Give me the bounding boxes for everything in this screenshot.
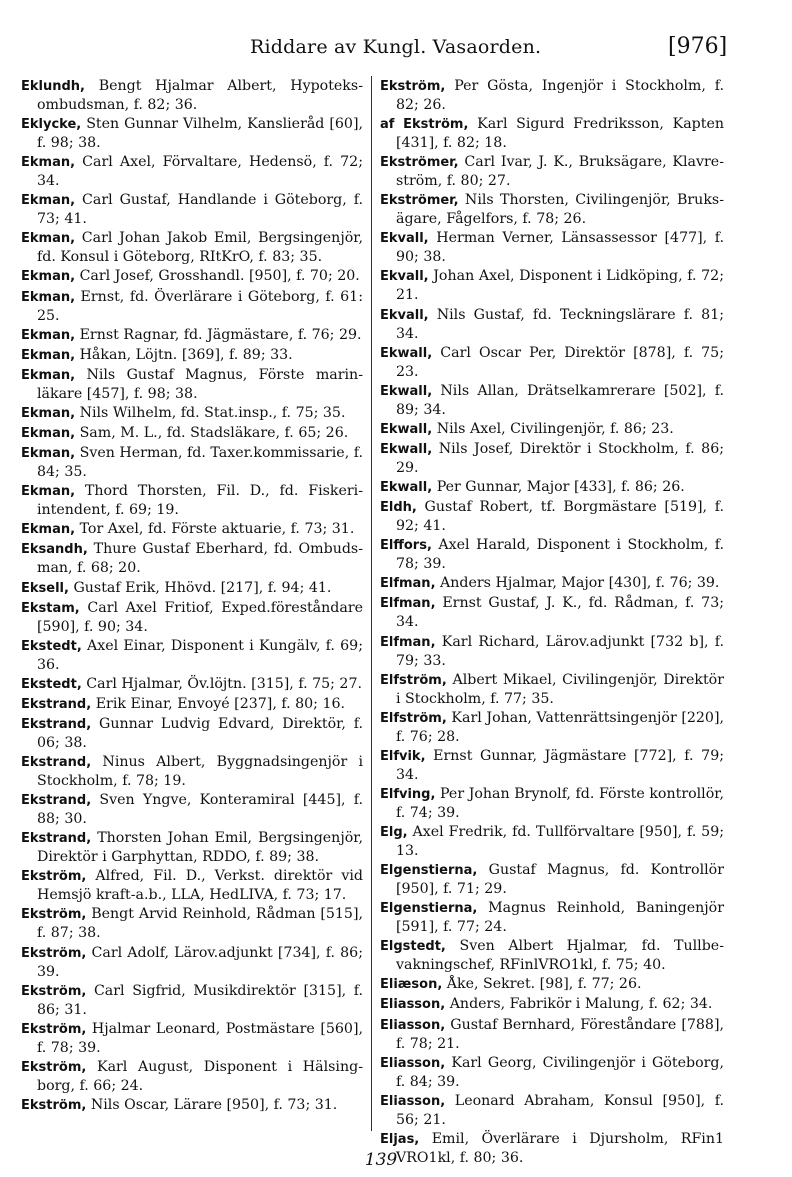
register-entry	[21, 520, 363, 539]
page-number: 139	[364, 1150, 398, 1170]
register-entry	[380, 594, 724, 631]
entry-surname: Eliasson,	[380, 1017, 446, 1033]
entry-details: Herman Verner, Länsassessor [477], f. 90; 38.	[396, 230, 724, 266]
bracket-page-number: [976]	[668, 34, 728, 59]
register-entry	[21, 829, 363, 866]
register-entry	[380, 382, 724, 419]
entry-surname: Eldh,	[380, 500, 417, 516]
register-entry	[21, 695, 363, 714]
entry-details: Gustaf Magnus, fd. Kontrollör [950], f. 71; 29.	[396, 862, 724, 898]
register-entry	[21, 579, 363, 598]
register-entry	[21, 1096, 363, 1115]
entry-surname: Eliasson,	[380, 1093, 446, 1109]
entry-surname: af Ekström,	[380, 117, 469, 133]
entry-surname: Elfman,	[380, 634, 436, 650]
register-entry	[380, 937, 724, 974]
entry-surname: Ekströmer,	[380, 155, 459, 171]
entry-details: Carl Axel Fritiof, Exped.föreståndare [590], f. 90; 34.	[37, 599, 363, 635]
register-entry	[21, 115, 363, 152]
entry-details: Håkan, Löjtn. [369], f. 89; 33.	[79, 346, 293, 363]
entry-details: Carl Josef, Grosshandl. [950], f. 70; 20.	[79, 268, 360, 285]
register-entry	[21, 191, 363, 228]
register-entry	[21, 944, 363, 981]
register-entry	[380, 671, 724, 708]
entry-surname: Ekvall,	[380, 269, 429, 285]
entry-details: Carl Axel, Förvaltare, Hedensö, f. 72; 34.	[37, 154, 363, 190]
register-entry	[380, 153, 724, 190]
entry-surname: Ekstrand,	[21, 755, 92, 771]
entry-details: Gunnar Ludvig Edvard, Direktör, f. 06; 38.	[37, 715, 363, 751]
entry-surname: Ekman,	[21, 426, 76, 442]
register-entry	[380, 1016, 724, 1053]
register-entry	[380, 77, 724, 114]
entry-surname: Ekwall,	[380, 383, 433, 399]
entry-details: Carl Hjalmar, Öv.löjtn. [315], f. 75; 27.	[86, 675, 362, 692]
entry-surname: Ekman,	[21, 484, 76, 500]
entry-surname: Ekstam,	[21, 600, 80, 616]
register-entry	[380, 1092, 724, 1129]
entry-surname: Eliasson,	[380, 1055, 446, 1071]
register-entry	[21, 599, 363, 636]
entry-surname: Ekman,	[21, 269, 76, 285]
register-entry	[21, 637, 363, 674]
entry-surname: Elfström,	[380, 672, 447, 688]
entry-details: Gustaf Erik, Hhövd. [217], f. 94; 41.	[73, 579, 332, 596]
entry-surname: Ekman,	[21, 231, 76, 247]
entry-surname: Ekströmer,	[380, 193, 459, 209]
register-entry	[380, 420, 724, 439]
register-entry	[380, 574, 724, 593]
entry-surname: Ekstedt,	[21, 638, 82, 654]
register-entry	[380, 229, 724, 266]
entry-details: Carl Adolf, Lärov.adjunkt [734], f. 86; 39.	[37, 944, 363, 980]
entry-details: Axel Fredrik, fd. Tullförvaltare [950], f. 59; 13.	[396, 823, 724, 859]
entry-details: Sven Yngve, Konteramiral [445], f. 88; 30.	[37, 792, 363, 828]
entry-details: Thorsten Johan Emil, Bergsingenjör, Direktör i Garphyttan, RDDO, f. 89; 38.	[37, 830, 363, 866]
register-entry	[380, 191, 724, 228]
entry-details: Thure Gustaf Eberhard, fd. Ombudsman, f. 68; 20.	[37, 541, 364, 577]
entry-details: Gustaf Robert, tf. Borgmästare [519], f. 92; 41.	[396, 499, 725, 535]
register-entry	[21, 444, 363, 481]
page-header	[0, 36, 792, 66]
register-entry	[380, 1054, 724, 1091]
entry-surname: Elfström,	[380, 710, 447, 726]
entry-details: Karl August, Disponent i Hälsingborg, f. 66; 24.	[37, 1058, 363, 1094]
entry-details: Nils Gustaf Magnus, Förste marinläkare [457], f. 98; 38.	[37, 366, 363, 402]
register-entry	[21, 867, 363, 904]
entry-surname: Ekström,	[21, 907, 87, 923]
entry-surname: Elg,	[380, 824, 408, 840]
entry-surname: Ekström,	[21, 983, 87, 999]
entry-details: Karl Georg, Civilingenjör i Göteborg, f. 84; 39.	[396, 1054, 724, 1090]
entry-details: Per Johan Brynolf, fd. Förste kontrollör, f. 74; 39.	[396, 785, 724, 821]
entry-details: Axel Einar, Disponent i Kungälv, f. 69; 36.	[37, 637, 363, 673]
entry-details: Carl Oscar Per, Direktör [878], f. 75; 23.	[396, 344, 724, 380]
entry-details: Alfred, Fil. D., Verkst. direktör vid Hemsjö kraft-a.b., LLA, HedLIVA, f. 73; 17.	[37, 868, 364, 904]
register-entry	[380, 267, 724, 304]
entry-details: Sam, M. L., fd. Stadsläkare, f. 65; 26.	[79, 425, 349, 442]
entry-details: Carl Johan Jakob Emil, Bergsingenjör, fd. Konsul i Göteborg, RItKrO, f. 83; 35.	[37, 230, 363, 266]
register-entry	[380, 344, 724, 381]
entry-details: Leonard Abraham, Konsul [950], f. 56; 21.	[396, 1092, 724, 1128]
register-entry	[380, 785, 724, 822]
entry-details: Carl Ivar, J. K., Bruksägare, Klavreström, f. 80; 27.	[396, 154, 725, 190]
entry-details: Sten Gunnar Vilhelm, Kanslieråd [60], f. 98; 38.	[37, 116, 363, 152]
entry-details: Carl Gustaf, Handlande i Göteborg, f. 73; 41.	[37, 192, 363, 228]
register-entry	[380, 536, 724, 573]
entry-surname: Eksandh,	[21, 542, 88, 558]
running-title: Riddare av Kungl. Vasaorden.	[250, 36, 542, 58]
entry-surname: Eliasson,	[380, 997, 446, 1013]
entry-surname: Elfvik,	[380, 748, 426, 764]
entry-details: Sven Albert Hjalmar, fd. Tullbevakningschef, RFinlVRO1kl, f. 75; 40.	[396, 938, 724, 974]
left-column	[21, 77, 363, 1116]
entry-details: Per Gösta, Ingenjör i Stockholm, f. 82; 26.	[396, 78, 724, 113]
entry-surname: Elfman,	[380, 596, 436, 612]
entry-surname: Ekwall,	[380, 480, 433, 496]
entry-details: Axel Harald, Disponent i Stockholm, f. 78; 39.	[396, 537, 724, 573]
entry-surname: Ekvall,	[380, 307, 429, 323]
entry-details: Karl Richard, Lärov.adjunkt [732 b], f. 79; 33.	[396, 633, 724, 669]
entry-surname: Elffors,	[380, 538, 432, 554]
entry-surname: Ekstrand,	[21, 716, 92, 732]
entry-surname: Eklycke,	[21, 117, 82, 133]
entry-details: Nils Wilhelm, fd. Stat.insp., f. 75; 35.	[79, 404, 346, 421]
entry-surname: Eliæson,	[380, 977, 443, 993]
entry-surname: Ekström,	[21, 1021, 87, 1037]
entry-surname: Ekman,	[21, 193, 76, 209]
entry-details: Ernst, fd. Överlärare i Göteborg, f. 61: 25.	[37, 288, 363, 324]
entry-surname: Ekvall,	[380, 231, 429, 247]
register-entry	[21, 288, 363, 325]
entry-details: Ernst Ragnar, fd. Jägmästare, f. 76; 29.	[79, 326, 362, 343]
entry-surname: Ekström,	[380, 79, 446, 94]
register-entry	[380, 995, 724, 1014]
register-entry	[21, 424, 363, 443]
register-entry	[21, 77, 363, 114]
entry-details: Sven Herman, fd. Taxer.kommissarie, f. 84; 35.	[37, 445, 363, 481]
register-entry	[21, 1020, 363, 1057]
entry-details: Ernst Gustaf, J. K., fd. Rådman, f. 73; 34.	[396, 595, 724, 631]
register-entry	[21, 1058, 363, 1095]
entry-surname: Ekstedt,	[21, 676, 82, 692]
entry-surname: Ekman,	[21, 367, 76, 383]
register-entry	[21, 753, 363, 790]
right-column	[380, 77, 724, 1168]
register-entry	[21, 540, 363, 577]
entry-surname: Elfving,	[380, 786, 436, 802]
entry-surname: Ekman,	[21, 446, 76, 462]
register-entry	[380, 478, 724, 497]
register-entry	[21, 326, 363, 345]
entry-surname: Ekstrand,	[21, 696, 92, 712]
entry-details: Erik Einar, Envoyé [237], f. 80; 16.	[95, 695, 346, 712]
entry-surname: Ekwall,	[380, 421, 433, 437]
entry-details: Åke, Sekret. [98], f. 77; 26.	[446, 976, 642, 993]
entry-details: Ninus Albert, Byggnadsingenjör i Stockholm, f. 78; 19.	[37, 754, 364, 790]
entry-details: Carl Sigfrid, Musikdirektör [315], f. 86; 31.	[37, 982, 364, 1018]
entry-surname: Ekström,	[21, 1059, 87, 1075]
entry-surname: Elgstedt,	[380, 939, 446, 955]
entry-details: Magnus Reinhold, Baningenjör [591], f. 77; 24.	[396, 900, 724, 936]
register-entry	[21, 229, 363, 266]
entry-details: Gustaf Bernhard, Föreståndare [788], f. 78; 21.	[396, 1016, 724, 1052]
entry-details: Nils Allan, Drätselkamrerare [502], f. 89; 34.	[396, 382, 724, 418]
entry-surname: Ekman,	[21, 327, 76, 343]
entry-details: Albert Mikael, Civilingenjör, Direktör i Stockholm, f. 77; 35.	[396, 671, 724, 707]
register-entry	[21, 715, 363, 752]
entry-details: Anders Hjalmar, Major [430], f. 76; 39.	[440, 575, 720, 592]
register-entry	[21, 675, 363, 694]
register-entry	[380, 115, 724, 152]
register-entry	[380, 747, 724, 784]
register-entry	[380, 440, 724, 477]
entry-details: Anders, Fabrikör i Malung, f. 62; 34.	[449, 996, 713, 1013]
entry-details: Nils Thorsten, Civilingenjör, Bruksägare, Fågelfors, f. 78; 26.	[396, 192, 724, 228]
entry-details: Nils Oscar, Lärare [950], f. 73; 31.	[90, 1096, 338, 1113]
entry-surname: Ekwall,	[380, 345, 433, 361]
entry-details: Bengt Hjalmar Albert, Hypoteksombudsman, f. 82; 36.	[37, 78, 363, 113]
register-entry	[21, 346, 363, 365]
entry-details: Emil, Överlärare i Djursholm, RFin1 VRO1kl, f. 80; 36.	[396, 1130, 725, 1166]
entry-surname: Ekström,	[21, 1097, 87, 1113]
register-entry	[21, 905, 363, 942]
register-entry	[21, 153, 363, 190]
entry-surname: Ekman,	[21, 155, 76, 171]
entry-surname: Ekman,	[21, 522, 76, 538]
entry-surname: Elfman,	[380, 576, 436, 592]
entry-details: Ernst Gunnar, Jägmästare [772], f. 79; 34.	[396, 747, 725, 783]
entry-surname: Elgenstierna,	[380, 863, 478, 879]
register-entry	[21, 404, 363, 423]
register-entry	[380, 823, 724, 860]
entry-surname: Ekman,	[21, 405, 76, 421]
entry-details: Johan Axel, Disponent i Lidköping, f. 72; 21.	[396, 268, 724, 304]
register-entry	[380, 861, 724, 898]
entry-details: Nils Gustaf, fd. Teckningslärare f. 81; 34.	[396, 306, 724, 342]
register-entry	[21, 482, 363, 519]
register-entry	[380, 633, 724, 670]
register-entry	[380, 306, 724, 343]
entry-surname: Ekstrand,	[21, 831, 92, 847]
entry-surname: Ekwall,	[380, 441, 433, 457]
entry-surname: Ekström,	[21, 945, 87, 961]
entry-surname: Ekman,	[21, 289, 76, 305]
column-divider	[371, 76, 372, 1131]
page-footer	[0, 1150, 792, 1170]
register-entry	[380, 498, 724, 535]
entry-details: Per Gunnar, Major [433], f. 86; 26.	[436, 479, 685, 496]
entry-details: Bengt Arvid Reinhold, Rådman [515], f. 87; 38.	[37, 906, 364, 942]
entry-details: Karl Johan, Vattenrättsingenjör [220], f. 76; 28.	[396, 709, 724, 745]
entry-surname: Elgenstierna,	[380, 901, 478, 917]
entry-details: Nils Axel, Civilingenjör, f. 86; 23.	[436, 420, 674, 437]
register-entry	[380, 899, 724, 936]
register-entry	[21, 791, 363, 828]
entry-surname: Ekstrand,	[21, 793, 92, 809]
register-entry	[380, 975, 724, 994]
entry-surname: Eklundh,	[21, 79, 85, 94]
register-entry	[380, 709, 724, 746]
entry-surname: Ekström,	[21, 869, 87, 885]
register-entry	[21, 982, 363, 1019]
entry-surname: Eksell,	[21, 580, 69, 596]
entry-details: Hjalmar Leonard, Postmästare [560], f. 78; 39.	[37, 1020, 363, 1056]
entry-surname: Ekman,	[21, 347, 76, 363]
entry-surname: Eljas,	[380, 1131, 420, 1147]
entry-details: Karl Sigurd Fredriksson, Kapten [431], f. 82; 18.	[396, 116, 724, 152]
entry-details: Nils Josef, Direktör i Stockholm, f. 86; 29.	[396, 440, 725, 476]
entry-details: Tor Axel, fd. Förste aktuarie, f. 73; 31.	[79, 521, 355, 538]
register-entry	[21, 366, 363, 403]
register-entry	[21, 267, 363, 286]
entry-details: Thord Thorsten, Fil. D., fd. Fiskeriintendent, f. 69; 19.	[37, 483, 363, 519]
